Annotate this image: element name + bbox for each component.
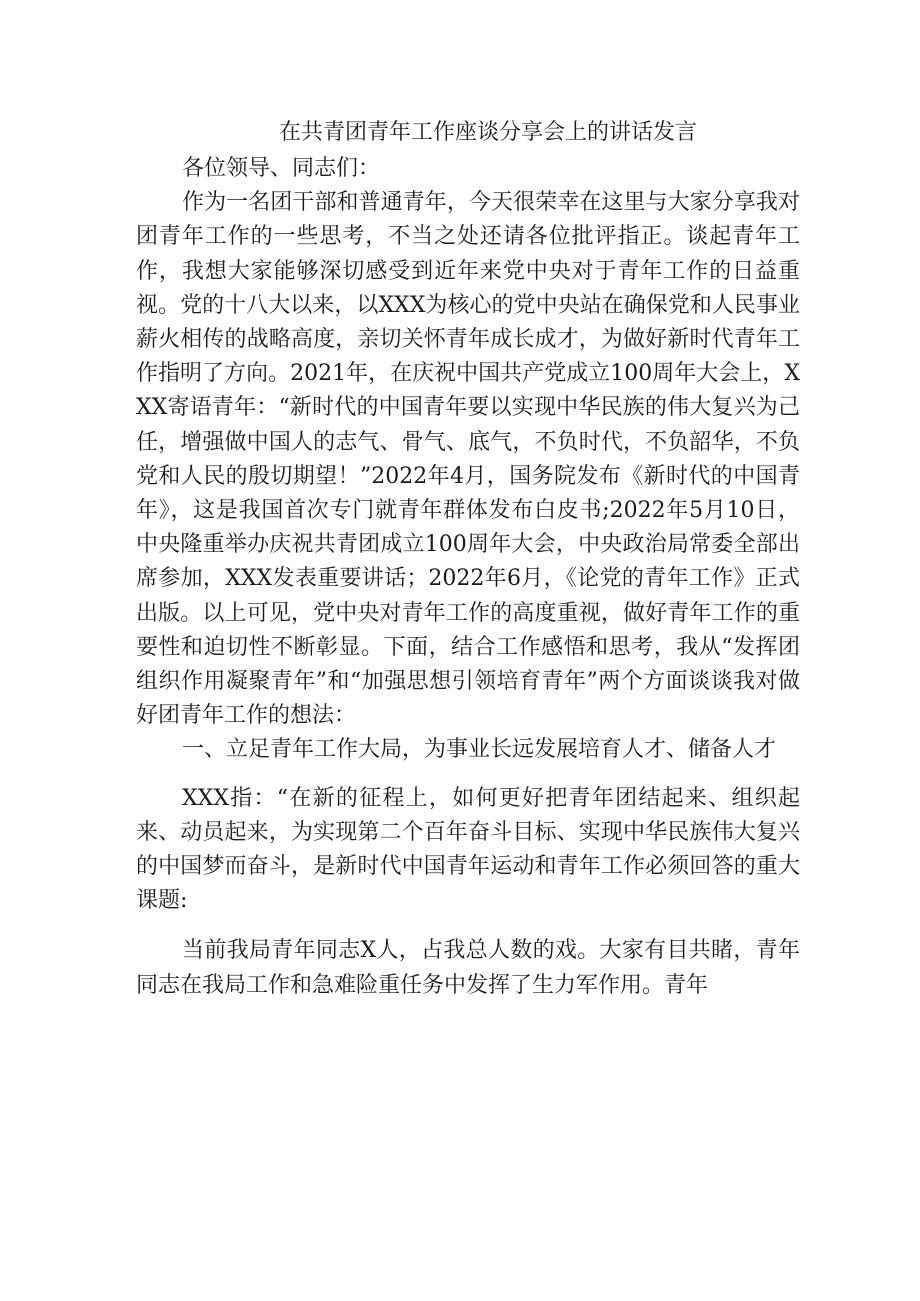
- document-title: 在共青团青年工作座谈分享会上的讲话发言: [278, 120, 697, 145]
- salutation: 各位领导、同志们：: [182, 156, 381, 181]
- body-paragraph-1: 作为一名团干部和普通青年，今天很荣幸在这里与大家分享我对团青年工作的一些思考，不当之处还请各位批评指正。谈起青年工作，我想大家能够深切感受到近年来党中央对于青年工作的日益重视。党的十八大以来，以XXX为核心的党中央站在确保党和人民事业薪火相传的战略高度，亲切关怀青年成长成才，为做好新时代青年工作指明了方向。2021年，在庆祝中国共产党成立100周年大会上，XXX寄语青年：“新时代的中国青年要以实现中华民族的伟大复兴为己任，增强做中国人的志气、骨气、底气，不负时代，不负韶华，不负党和人民的殷切期望！”2022年4月，国务院发布《新时代的中国青年》，这是我国首次专门就青年群体发布白皮书;2022年5月10日，中央隆重举办庆祝共青团成立100周年大会，中央政治局常委全部出席参加，XXX发表重要讲话；2022年6月，《论党的青年工作》正式出版。以上可见，党中央对青年工作的高度重视，做好青年工作的重要性和迫切性不断彰显。下面，结合工作感悟和思考，我从“发挥团组织作用凝聚青年”和“加强思想引领培育青年”两个方面谈谈我对做好团青年工作的想法：: [136, 190, 800, 729]
- section-paragraph-2: 当前我局青年同志X人，占我总人数的戏。大家有目共睹，青年同志在我局工作和急难险重任务中发挥了生力军作用。青年: [136, 938, 800, 998]
- section-heading: 一、立足青年工作大局，为事业长远发展培育人才、储备人才: [182, 737, 777, 763]
- spacer: [136, 768, 800, 782]
- section-paragraph-1: XXX指：“在新的征程上，如何更好把青年团结起来、组织起来、动员起来，为实现第二个百年奋斗目标、实现中华民族伟大复兴的中国梦而奋斗，是新时代中国青年运动和青年工作必须回答的重大课题:: [136, 785, 800, 914]
- document-page: [136, 116, 800, 1003]
- spacer: [136, 918, 800, 934]
